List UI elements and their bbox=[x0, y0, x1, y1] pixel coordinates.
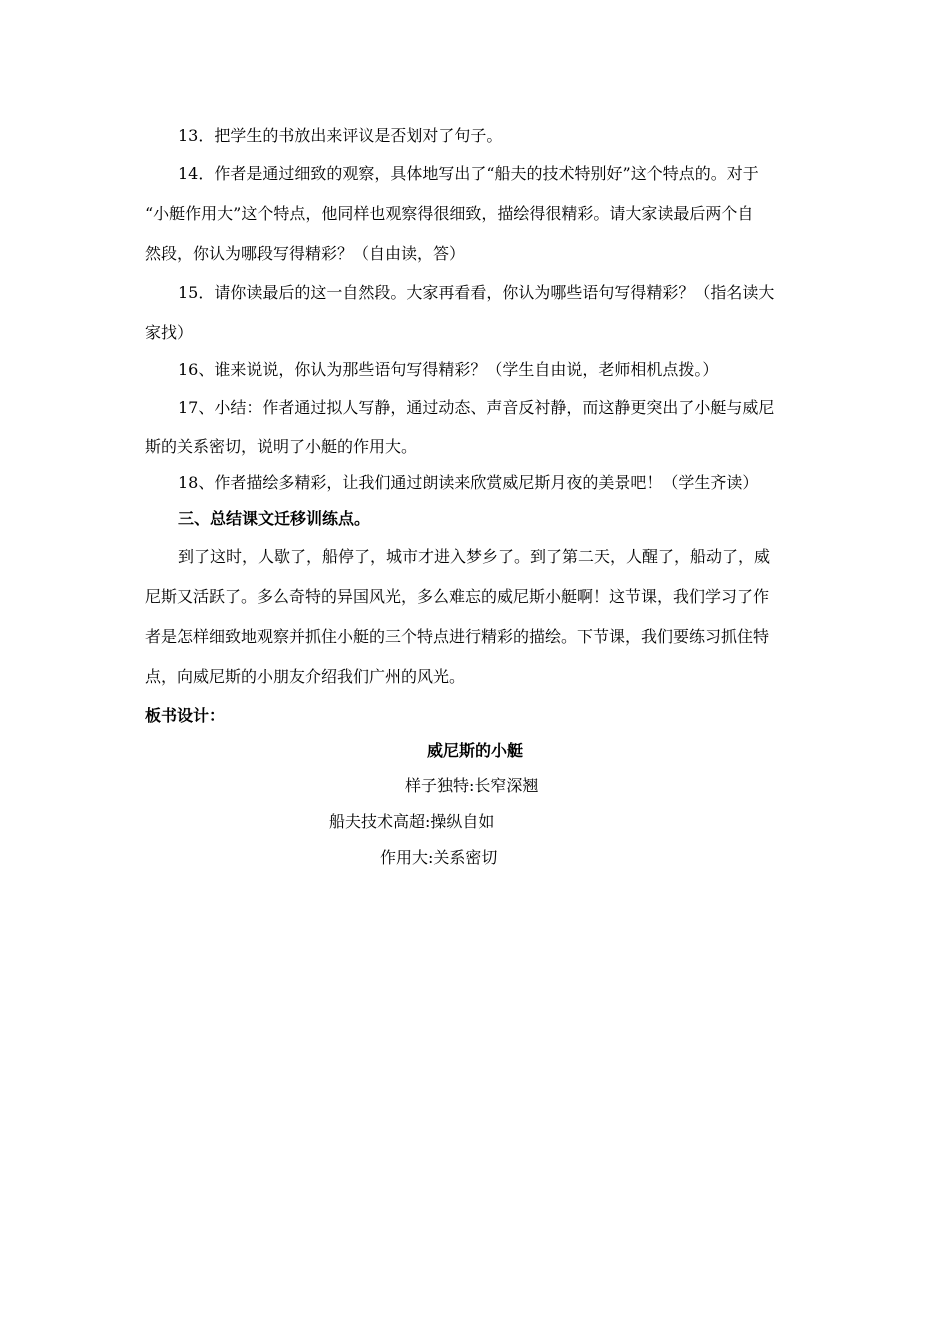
board-line-appearance: 样子独特:长窄深翘 bbox=[405, 776, 539, 795]
summary-line2: 尼斯又活跃了。多么奇特的异国风光，多么难忘的威尼斯小艇啊！这节课，我们学习了作 bbox=[145, 587, 770, 606]
step-15-text-line2: 家找） bbox=[145, 323, 194, 342]
step-15-text-line1: 15．请你读最后的这一自然段。大家再看看，你认为哪些语句写得精彩？（指名读大 bbox=[178, 283, 775, 302]
step-17-text-line2: 斯的关系密切，说明了小艇的作用大。 bbox=[145, 437, 418, 456]
summary-line3: 者是怎样细致地观察并抓住小艇的三个特点进行精彩的描绘。下节课，我们要练习抓住特 bbox=[145, 627, 770, 646]
board-design-heading: 板书设计： bbox=[145, 706, 226, 725]
summary-line1: 到了这时，人歇了，船停了，城市才进入梦乡了。到了第二天，人醒了，船动了，威 bbox=[178, 547, 771, 566]
section-3-heading: 三、总结课文迁移训练点。 bbox=[178, 509, 371, 528]
step-18-text: 18、作者描绘多精彩，让我们通过朗读来欣赏威尼斯月夜的美景吧！（学生齐读） bbox=[178, 473, 759, 492]
step-16-text: 16、谁来说说，你认为那些语句写得精彩？（学生自由说，老师相机点拨。） bbox=[178, 360, 719, 379]
board-title: 威尼斯的小艇 bbox=[426, 741, 523, 760]
summary-line4: 点，向威尼斯的小朋友介绍我们广州的风光。 bbox=[145, 667, 466, 686]
step-17-text-line1: 17、小结：作者通过拟人写静，通过动态、声音反衬静，而这静更突出了小艇与威尼 bbox=[178, 398, 775, 417]
step-14-text-line2: “小艇作用大”这个特点，他同样也观察得很细致，描绘得很精彩。请大家读最后两个自 bbox=[145, 204, 754, 223]
board-line-function: 作用大:关系密切 bbox=[380, 848, 498, 867]
step-13-text: 13．把学生的书放出来评议是否划对了句子。 bbox=[178, 126, 503, 145]
step-14-text-line1: 14．作者是通过细致的观察，具体地写出了“船夫的技术特别好”这个特点的。对于 bbox=[178, 164, 759, 183]
step-14-text-line3: 然段，你认为哪段写得精彩？（自由读，答） bbox=[145, 244, 466, 263]
board-line-boatman-skill: 船夫技术高超:操纵自如 bbox=[329, 812, 495, 831]
